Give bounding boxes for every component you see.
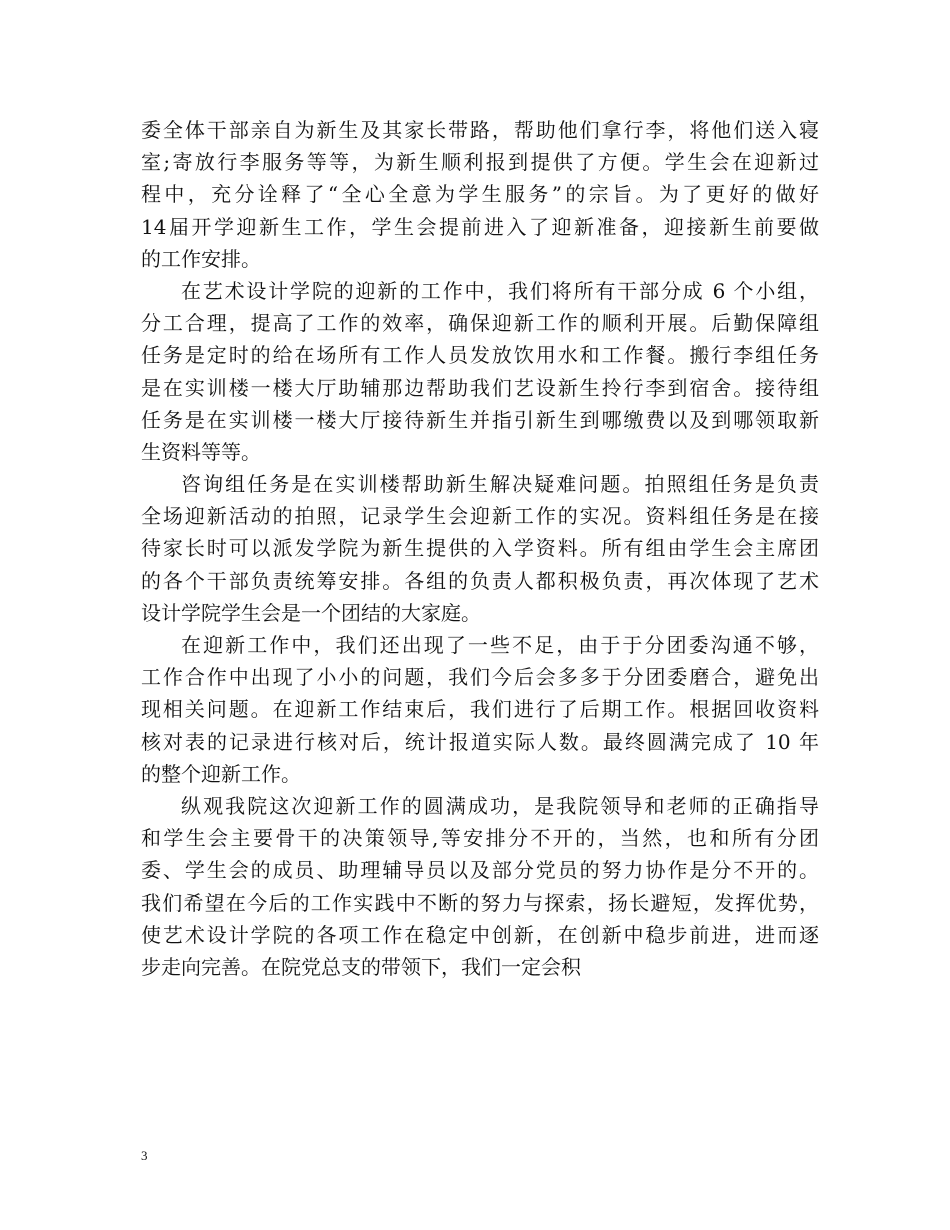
text-line: 咨询组任务是在实训楼帮助新生解决疑难问题。拍照组任务是负责 (181, 472, 819, 497)
text-line: 我们希望在今后的工作实践中不断的努力与探索，扬长避短，发挥优势， (141, 890, 819, 915)
text-line: 14届开学迎新生工作，学生会提前进入了迎新准备，迎接新生前要做 (141, 214, 819, 239)
text-line: 待家长时可以派发学院为新生提供的入学资料。所有组由学生会主席团 (141, 536, 819, 561)
text-line: 室;寄放行李服务等等，为新生顺利报到提供了方便。学生会在迎新过 (141, 150, 819, 175)
text-line: 的各个干部负责统筹安排。各组的负责人都积极负责，再次体现了艺术 (141, 568, 819, 593)
text-line: 分工合理，提高了工作的效率，确保迎新工作的顺利开展。后勤保障组 (141, 311, 819, 336)
text-line: 生资料等等。 (141, 439, 261, 464)
text-line: 委全体干部亲自为新生及其家长带路，帮助他们拿行李，将他们送入寝 (141, 118, 819, 142)
text-line: 使艺术设计学院的各项工作在稳定中创新，在创新中稳步前进，进而逐 (141, 922, 819, 947)
text-line: 和学生会主要骨干的决策领导,等安排分不开的，当然，也和所有分团 (141, 826, 819, 851)
text-line: 在迎新工作中，我们还出现了一些不足，由于于分团委沟通不够， (181, 633, 819, 657)
text-line: 委、学生会的成员、助理辅导员以及部分党员的努力协作是分不开的。 (141, 858, 819, 883)
text-line: 程中，充分诠释了“全心全意为学生服务”的宗旨。为了更好的做好 (141, 182, 819, 207)
text-line: 任务是在实训楼一楼大厅接待新生并指引新生到哪缴费以及到哪领取新 (141, 407, 819, 432)
text-line: 全场迎新活动的拍照，记录学生会迎新工作的实况。资料组任务是在接 (141, 504, 819, 529)
text-line: 工作合作中出现了小小的问题，我们今后会多多于分团委磨合，避免出 (141, 665, 819, 690)
text-line: 现相关问题。在迎新工作结束后，我们进行了后期工作。根据回收资料 (141, 697, 819, 722)
body-text (141, 114, 819, 983)
text-line: 是在实训楼一楼大厅助辅那边帮助我们艺设新生拎行李到宿舍。接待组 (141, 375, 819, 400)
text-line: 的整个迎新工作。 (141, 761, 301, 786)
text-line: 在艺术设计学院的迎新的工作中，我们将所有干部分成 6 个小组， (181, 278, 819, 303)
text-line: 设计学院学生会是一个团结的大家庭。 (141, 600, 481, 625)
text-line: 纵观我院这次迎新工作的圆满成功，是我院领导和老师的正确指导 (181, 793, 819, 818)
text-line: 步走向完善。在院党总支的带领下，我们一定会积 (141, 954, 581, 979)
text-line: 任务是定时的给在场所有工作人员发放饮用水和工作餐。搬行李组任务 (141, 343, 819, 368)
text-line: 核对表的记录进行核对后，统计报道实际人数。最终圆满完成了 10 年 (141, 729, 819, 754)
text-line: 的工作安排。 (141, 246, 261, 271)
page-number: 3 (141, 1148, 148, 1163)
